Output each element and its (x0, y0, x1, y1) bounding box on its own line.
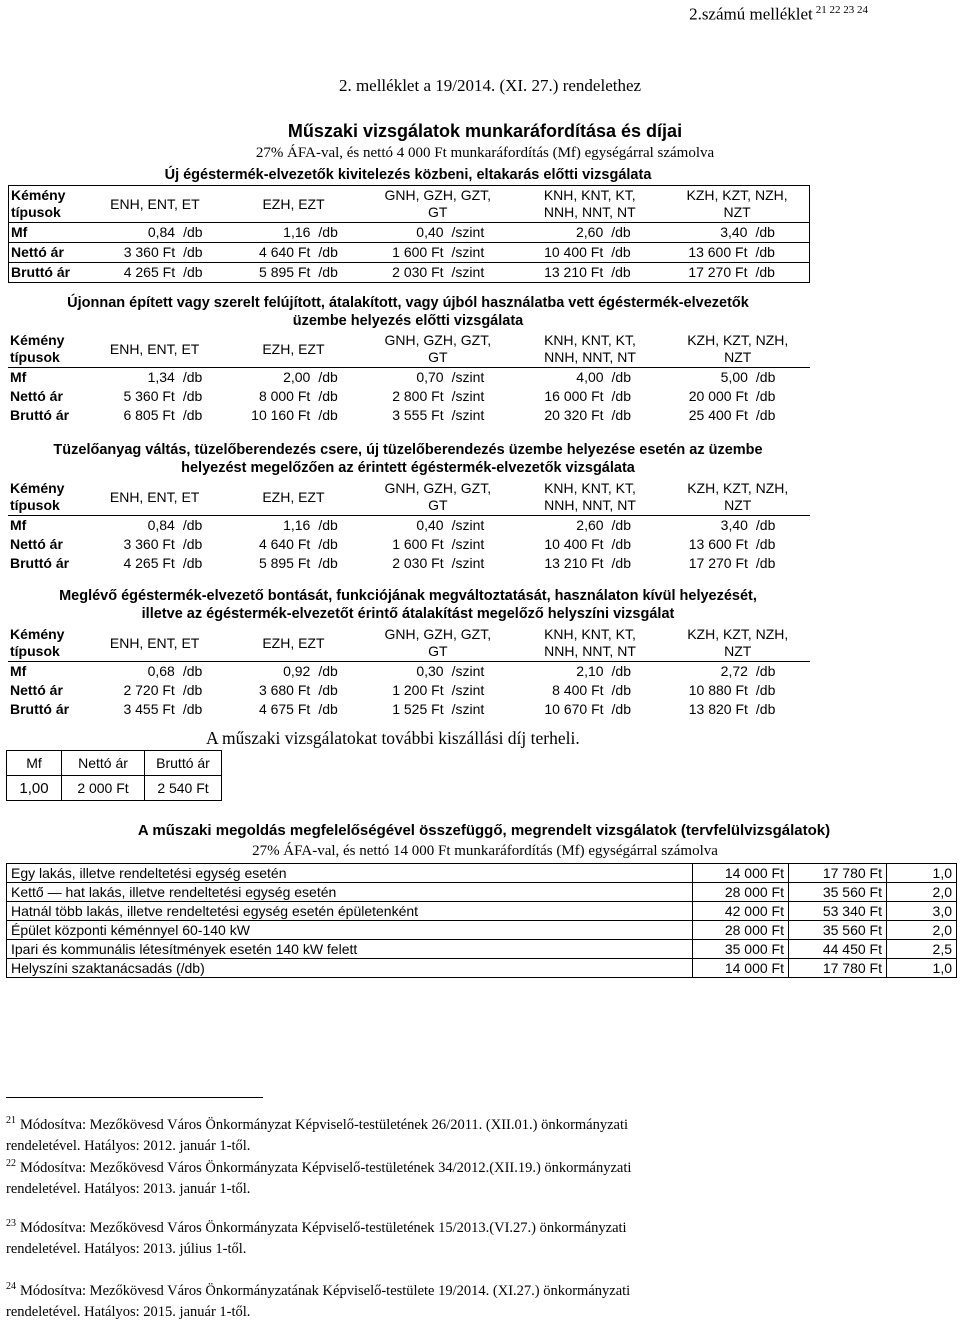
annex-header (689, 4, 868, 25)
service-net-price: 42 000 Ft (693, 902, 789, 921)
service-mf: 2,5 (887, 940, 957, 959)
footnote-number: 22 (6, 1158, 16, 1169)
cell-value: 25 400 Ft (688, 407, 748, 423)
cell-unit: /db (605, 243, 665, 263)
service-row (7, 864, 957, 883)
cell-value: 0,30 (416, 663, 444, 679)
column-header-ezh: EZH, EZT (226, 625, 362, 662)
cell-value: 10 670 Ft (544, 701, 604, 717)
service-row (7, 940, 957, 959)
cell-value: 2,60 (576, 224, 604, 240)
footnote-text-cont: rendeletével. Hatályos: 2013. január 1-től. (6, 1180, 251, 1197)
price-row (8, 368, 810, 388)
cell-unit: /db (182, 555, 203, 571)
cell-value: 5 895 Ft (226, 263, 313, 283)
column-header-line: GNH, GZH, GZT, (384, 332, 492, 348)
service-mf: 3,0 (887, 902, 957, 921)
travel-value-mf: 1,00 (7, 776, 62, 801)
chimney-label-line: Kémény (10, 480, 65, 496)
price-row (8, 535, 810, 554)
column-header-enh: ENH, ENT, ET (84, 331, 226, 368)
section-4-table (8, 625, 810, 719)
plan-review-table (6, 863, 957, 978)
cell-unit: /db (182, 682, 203, 698)
cell-value: 1 600 Ft (361, 243, 445, 263)
chimney-label-line: típusok (10, 643, 60, 659)
chimney-label-line: típusok (11, 204, 61, 220)
service-description: Egy lakás, illetve rendeltetési egység esetén (7, 864, 693, 883)
column-header-row (9, 186, 810, 223)
cell-unit: /szint (451, 555, 485, 571)
service-row (7, 921, 957, 940)
section-heading-line: üzembe helyezés előtti vizsgálata (292, 313, 524, 329)
cell-unit: /db (318, 517, 338, 533)
cell-unit: /db (755, 407, 776, 423)
travel-value-gross: 2 540 Ft (145, 776, 222, 801)
cell-value: 4 640 Ft (226, 243, 313, 263)
section-title-plan-review: A műszaki megoldás megfelelőségével összefüggő, megrendelt vizsgálatok (tervfelülvizsgálatok) (137, 822, 831, 839)
column-header-line: GT (428, 204, 448, 220)
cell-unit: /db (755, 663, 776, 679)
cell-unit: /db (182, 407, 203, 423)
footnote-text-cont: rendeletével. Hatályos: 2013. július 1-től. (6, 1240, 247, 1257)
cell-value: 5 360 Ft (123, 388, 175, 404)
cell-value: 16 000 Ft (544, 388, 604, 404)
cell-unit: /db (611, 369, 631, 385)
cell-unit: /db (611, 536, 631, 552)
chimney-type-label (8, 625, 84, 662)
cell-value: 13 820 Ft (688, 701, 748, 717)
column-header-c5 (666, 331, 810, 368)
section-4-heading (8, 587, 808, 623)
cell-value: 0,40 (416, 517, 444, 533)
service-gross-price: 35 560 Ft (789, 921, 887, 940)
cell-value: 8 400 Ft (552, 682, 604, 698)
cell-value: 2,60 (576, 517, 604, 533)
cell-value: 0,40 (416, 224, 444, 240)
cell-unit: /szint (451, 388, 485, 404)
cell-unit: /db (318, 407, 338, 423)
section-3-table (8, 479, 810, 573)
row-label: Mf (10, 663, 27, 679)
cell-unit: /db (318, 663, 338, 679)
section-3-heading (8, 441, 808, 477)
cell-unit: /db (318, 701, 338, 717)
cell-unit: /db (183, 224, 203, 240)
column-header-row (8, 331, 810, 368)
row-label: Nettó ár (10, 682, 63, 698)
cell-value: 2 800 Ft (392, 388, 444, 404)
cell-value: 3 680 Ft (258, 682, 311, 698)
cell-value: 3 555 Ft (392, 407, 444, 423)
column-header-enh: ENH, ENT, ET (84, 479, 226, 516)
chimney-label-line: Kémény (11, 187, 66, 203)
cell-unit: /szint (451, 224, 485, 240)
column-header-c3 (361, 186, 514, 223)
column-header-line: NZT (723, 204, 751, 220)
regulation-reference: 2. melléklet a 19/2014. (XI. 27.) rendelethez (338, 76, 642, 95)
column-header-line: KNH, KNT, KT, (543, 187, 636, 203)
service-mf: 1,0 (887, 959, 957, 978)
section-2-table (8, 331, 810, 425)
cell-unit: /szint (451, 536, 485, 552)
cell-value: 0,68 (147, 663, 175, 679)
cell-unit: /db (611, 517, 631, 533)
row-label: Mf (11, 224, 28, 240)
service-mf: 2,0 (887, 883, 957, 902)
cell-unit: /szint (451, 701, 485, 717)
annex-footnote-refs: 21 22 23 24 (815, 4, 868, 16)
travel-fee-table (6, 750, 222, 801)
cell-value: 4 675 Ft (258, 701, 311, 717)
cell-unit: /db (605, 263, 665, 283)
section-subtitle-plan-review: 27% ÁFA-val, és nettó 14 000 Ft munkaráfordítás (Mf) egységárral számolva (252, 843, 718, 859)
cell-value: 5 895 Ft (258, 555, 311, 571)
cell-value: 3 455 Ft (123, 701, 175, 717)
row-label: Bruttó ár (10, 555, 70, 571)
price-row (9, 263, 810, 283)
cell-unit: /db (182, 701, 203, 717)
cell-value: 0,84 (147, 224, 176, 240)
cell-unit: /szint (451, 369, 485, 385)
column-header-line: GNH, GZH, GZT, (384, 626, 492, 642)
column-header-line: NZT (724, 643, 752, 659)
service-net-price: 28 000 Ft (693, 921, 789, 940)
cell-unit: /szint (451, 517, 485, 533)
cell-unit: /szint (451, 407, 485, 423)
travel-header-net: Nettó ár (62, 751, 145, 776)
cell-unit: /szint (446, 243, 515, 263)
column-header-line: KNH, KNT, KT, (544, 332, 636, 348)
column-header-line: KNH, KNT, KT, (544, 626, 636, 642)
travel-value-net: 2 000 Ft (62, 776, 145, 801)
cell-unit: /db (611, 555, 631, 571)
cell-unit: /db (182, 536, 203, 552)
section-heading-line: helyezést megelőzően az érintett égéstermék-elvezetők vizsgálata (181, 460, 635, 476)
cell-unit: /db (312, 243, 361, 263)
chimney-label-line: Kémény (10, 626, 65, 642)
cell-unit: /db (182, 388, 203, 404)
cell-value: 13 210 Ft (514, 263, 605, 283)
cell-value: 3,40 (720, 224, 748, 240)
service-gross-price: 44 450 Ft (789, 940, 887, 959)
footnote-line (6, 1110, 806, 1136)
column-header-c4 (514, 186, 665, 223)
column-header-c5 (666, 625, 810, 662)
footnote-number: 23 (6, 1218, 16, 1229)
column-header-line: NZT (724, 497, 752, 513)
section-1-table (8, 185, 810, 283)
price-row (8, 554, 810, 573)
row-label: Nettó ár (10, 388, 63, 404)
column-header-line: NNH, NNT, NT (544, 497, 636, 513)
section-heading-line: Újonnan épített vagy szerelt felújított, átalakított, vagy újból használatba vett égéstermék-elvezetők (67, 295, 749, 311)
column-header-c3 (361, 479, 514, 516)
footnote-text: Módosítva: Mezőkövesd Város Önkormányzatának Képviselő-testülete 19/2014. (XI.27.) önkormányzati (20, 1282, 631, 1299)
column-header-ezh: EZH, EZT (226, 479, 362, 516)
section-1-heading (8, 166, 808, 184)
cell-value: 13 600 Ft (665, 243, 749, 263)
column-header-line: GNH, GZH, GZT, (384, 187, 492, 203)
price-row (8, 681, 810, 700)
cell-unit: /db (749, 263, 809, 283)
cell-value: 1 600 Ft (392, 536, 444, 552)
cell-value: 17 270 Ft (688, 555, 748, 571)
travel-fee-note: A műszaki vizsgálatokat további kiszállási díj terheli. (206, 728, 580, 748)
service-gross-price: 17 780 Ft (789, 959, 887, 978)
row-label: Mf (10, 517, 27, 533)
cell-value: 4 640 Ft (258, 536, 311, 552)
cell-unit: /db (755, 224, 775, 240)
cell-unit: /db (318, 224, 338, 240)
price-row (8, 516, 810, 536)
price-row (8, 700, 810, 719)
cell-value: 4 265 Ft (84, 263, 177, 283)
cell-value: 2 030 Ft (392, 555, 444, 571)
column-header-line: NNH, NNT, NT (544, 349, 636, 365)
cell-value: 8 000 Ft (258, 388, 311, 404)
cell-value: 1,16 (283, 517, 311, 533)
footnote-text-cont: rendeletével. Hatályos: 2012. január 1-től. (6, 1137, 251, 1154)
section-heading-line: Meglévő égéstermék-elvezető bontását, funkciójának megváltoztatását, használaton kívül helyezését, (59, 588, 757, 604)
cell-value: 20 000 Ft (688, 388, 748, 404)
cell-unit: /db (749, 243, 809, 263)
service-description: Hatnál több lakás, illetve rendeltetési egység esetén épületenként (7, 902, 693, 921)
cell-value: 20 320 Ft (544, 407, 604, 423)
row-label: Bruttó ár (10, 701, 70, 717)
row-label: Bruttó ár (10, 407, 70, 423)
cell-unit: /db (755, 517, 776, 533)
page-subtitle: 27% ÁFA-val, és nettó 4 000 Ft munkaráfordítás (Mf) egységárral számolva (255, 145, 715, 161)
footnote-text: Módosítva: Mezőkövesd Város Önkormányzata Képviselő-testületének 34/2012.(XII.19.) önkormányzati (20, 1159, 632, 1176)
footnote-line (6, 1153, 806, 1179)
cell-unit: /db (755, 682, 776, 698)
cell-value: 0,92 (283, 663, 311, 679)
column-header-line: KZH, KZT, NZH, (687, 626, 789, 642)
column-header-line: GT (428, 643, 448, 659)
cell-value: 3 360 Ft (84, 243, 177, 263)
cell-unit: /db (182, 369, 203, 385)
column-header-c4 (514, 479, 665, 516)
column-header-c4 (514, 625, 665, 662)
cell-value: 0,70 (416, 369, 444, 385)
chimney-label-line: típusok (10, 497, 60, 513)
cell-value: 13 600 Ft (688, 536, 748, 552)
cell-value: 10 880 Ft (688, 682, 748, 698)
cell-value: 13 210 Ft (544, 555, 604, 571)
cell-unit: /szint (451, 663, 485, 679)
cell-value: 1,34 (147, 369, 175, 385)
section-heading-line: Új égéstermék-elvezetők kivitelezés közbeni, eltakarás előtti vizsgálata (164, 167, 652, 183)
footnote-text: Módosítva: Mezőkövesd Város Önkormányzat Képviselő-testületének 26/2011. (XII.01.) önkormányzati (20, 1116, 629, 1133)
service-gross-price: 17 780 Ft (789, 864, 887, 883)
cell-value: 4 265 Ft (123, 555, 175, 571)
column-header-line: NNH, NNT, NT (544, 643, 636, 659)
column-header-line: KZH, KZT, NZH, (686, 187, 788, 203)
footnote-separator (6, 1097, 263, 1098)
page-title: Műszaki vizsgálatok munkaráfordítása és díjai (287, 121, 683, 141)
chimney-label-line: típusok (10, 349, 60, 365)
column-header-c5 (665, 186, 809, 223)
column-header-line: NZT (724, 349, 752, 365)
cell-value: 17 270 Ft (665, 263, 749, 283)
column-header-enh: ENH, ENT, ET (84, 186, 226, 223)
service-description: Ipari és kommunális létesítmények esetén 140 kW felett (7, 940, 693, 959)
chimney-type-label (8, 331, 84, 368)
cell-value: 1 525 Ft (392, 701, 444, 717)
column-header-line: KZH, KZT, NZH, (687, 480, 789, 496)
cell-unit: /db (177, 243, 226, 263)
footnote-number: 21 (6, 1115, 16, 1126)
cell-value: 5,00 (720, 369, 748, 385)
cell-value: 3 360 Ft (123, 536, 175, 552)
travel-header-gross: Bruttó ár (145, 751, 222, 776)
annex-title: 2.számú melléklet (689, 4, 813, 24)
chimney-type-label (8, 479, 84, 516)
column-header-row (8, 479, 810, 516)
cell-unit: /szint (446, 263, 515, 283)
cell-unit: /db (182, 517, 203, 533)
column-header-row (8, 625, 810, 662)
cell-unit: /db (177, 263, 226, 283)
cell-value: 2,10 (576, 663, 604, 679)
price-row (9, 223, 810, 243)
footnote-text: Módosítva: Mezőkövesd Város Önkormányzata Képviselő-testületének 15/2013.(VI.27.) önkormányzati (20, 1219, 627, 1236)
column-header-c4 (514, 331, 665, 368)
service-description: Épület központi kéménnyel 60-140 kW (7, 921, 693, 940)
cell-unit: /db (755, 388, 776, 404)
footnote (6, 1110, 806, 1157)
column-header-c5 (666, 479, 810, 516)
footnote (6, 1213, 806, 1260)
cell-value: 4,00 (576, 369, 604, 385)
column-header-c3 (361, 625, 514, 662)
section-2-heading (8, 294, 808, 330)
column-header-line: KZH, KZT, NZH, (687, 332, 789, 348)
row-label: Nettó ár (10, 536, 63, 552)
cell-unit: /db (611, 701, 631, 717)
service-gross-price: 35 560 Ft (789, 883, 887, 902)
cell-value: 2,72 (720, 663, 748, 679)
cell-unit: /db (755, 701, 776, 717)
cell-unit: /db (755, 536, 776, 552)
cell-unit: /db (755, 369, 776, 385)
service-mf: 1,0 (887, 864, 957, 883)
column-header-line: GNH, GZH, GZT, (384, 480, 492, 496)
section-heading-line: illetve az égéstermék-elvezetőt érintő átalakítást megelőző helyszíni vizsgálat (141, 606, 675, 622)
footnote (6, 1153, 806, 1200)
service-net-price: 28 000 Ft (693, 883, 789, 902)
footnote-number: 24 (6, 1281, 16, 1292)
column-header-c3 (361, 331, 514, 368)
cell-value: 2 030 Ft (361, 263, 445, 283)
column-header-line: GT (428, 497, 448, 513)
cell-unit: /db (318, 536, 338, 552)
cell-unit: /db (312, 263, 361, 283)
price-row (9, 243, 810, 263)
service-row (7, 959, 957, 978)
chimney-label-line: Kémény (10, 332, 65, 348)
service-row (7, 902, 957, 921)
cell-value: 10 400 Ft (514, 243, 605, 263)
cell-value: 1,16 (283, 224, 311, 240)
cell-value: 1 200 Ft (392, 682, 444, 698)
column-header-line: NNH, NNT, NT (543, 204, 636, 220)
price-row (8, 406, 810, 425)
service-gross-price: 53 340 Ft (789, 902, 887, 921)
service-net-price: 14 000 Ft (693, 864, 789, 883)
service-description: Helyszíni szaktanácsadás (/db) (7, 959, 693, 978)
cell-unit: /db (182, 663, 203, 679)
cell-unit: /db (611, 224, 631, 240)
chimney-type-label (9, 186, 84, 223)
section-heading-line: Tüzelőanyag váltás, tüzelőberendezés csere, új tüzelőberendezés üzembe helyezése esetén az üzembe (53, 442, 763, 458)
cell-value: 6 805 Ft (123, 407, 175, 423)
cell-value: 3,40 (720, 517, 748, 533)
cell-unit: /db (318, 388, 338, 404)
service-net-price: 35 000 Ft (693, 940, 789, 959)
cell-unit: /db (318, 555, 338, 571)
cell-unit: /db (611, 407, 631, 423)
cell-value: 2,00 (283, 369, 311, 385)
row-label: Nettó ár (9, 243, 84, 263)
cell-unit: /db (318, 682, 338, 698)
cell-unit: /db (318, 369, 338, 385)
column-header-line: KNH, KNT, KT, (544, 480, 636, 496)
cell-value: 2 720 Ft (123, 682, 175, 698)
column-header-ezh: EZH, EZT (226, 186, 361, 223)
cell-unit: /db (611, 663, 631, 679)
travel-header-mf: Mf (7, 751, 62, 776)
cell-unit: /db (611, 388, 631, 404)
footnote-line (6, 1276, 806, 1302)
footnote-text-cont: rendeletével. Hatályos: 2015. január 1-től. (6, 1303, 251, 1320)
cell-value: 10 160 Ft (251, 407, 311, 423)
column-header-enh: ENH, ENT, ET (84, 625, 226, 662)
column-header-line: GT (428, 349, 448, 365)
price-row (8, 662, 810, 682)
price-row (8, 387, 810, 406)
footnote (6, 1276, 806, 1323)
column-header-ezh: EZH, EZT (226, 331, 362, 368)
cell-unit: /db (611, 682, 631, 698)
service-description: Kettő — hat lakás, illetve rendeltetési egység esetén (7, 883, 693, 902)
row-label: Mf (10, 369, 27, 385)
cell-value: 10 400 Ft (544, 536, 604, 552)
row-label: Bruttó ár (9, 263, 84, 283)
cell-unit: /db (755, 555, 776, 571)
footnote-line (6, 1213, 806, 1239)
service-net-price: 14 000 Ft (693, 959, 789, 978)
cell-value: 0,84 (147, 517, 175, 533)
cell-unit: /szint (451, 682, 485, 698)
service-mf: 2,0 (887, 921, 957, 940)
service-row (7, 883, 957, 902)
